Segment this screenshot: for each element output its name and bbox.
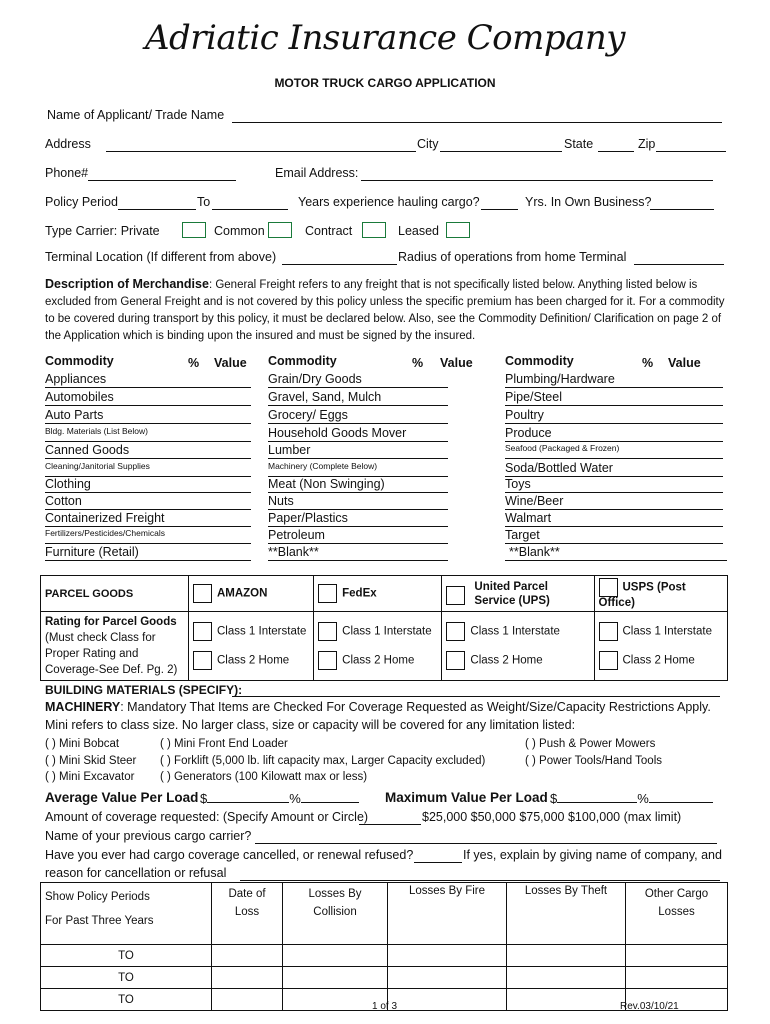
machinery-line	[45, 700, 711, 714]
loss-cell[interactable]	[388, 967, 507, 989]
loss-header-collision: Losses By Collision	[283, 883, 388, 945]
loss-header-period-b: For Past Three Years	[45, 915, 154, 927]
fedex-class-cell	[314, 612, 442, 681]
building-field[interactable]	[232, 696, 720, 697]
commodity-item[interactable]: Bldg. Materials (List Below)	[45, 426, 251, 442]
value-header-2: Value	[440, 356, 473, 370]
description-text: : General Freight refers to any freight that is not specifically listed below. Anything listed below is excluded from General Freight and is not covered by this policy unless the specific premium has been charged for it. For a commodity to be covered during transport by this policy, it must be declared below. Also, see the Commodity Definition/ Clarification on page 2 of the Application which is binding upon the insured and must be signed by the insured.	[45, 279, 725, 342]
carrier-usps	[594, 576, 728, 612]
pct-header-3: %	[642, 356, 654, 370]
ups-class2-checkbox[interactable]	[446, 651, 465, 670]
ups-class1-label: Class 1 Interstate	[470, 625, 560, 638]
fedex-class1-label: Class 1 Interstate	[342, 625, 432, 638]
machinery-text2: Mini refers to class size. No larger class, size or capacity will be covered for any limitation listed:	[45, 718, 576, 732]
phone-label: Phone#	[45, 166, 89, 180]
commodity-item[interactable]: Cotton	[45, 494, 251, 510]
common-checkbox[interactable]	[268, 222, 292, 238]
commodity-header-1: Commodity	[45, 354, 114, 368]
loss-cell[interactable]	[626, 945, 728, 967]
loss-cell[interactable]	[212, 945, 283, 967]
max-value-label: Maximum Value Per Load	[385, 790, 548, 805]
loss-cell[interactable]	[507, 989, 626, 1011]
cancelled-field[interactable]	[414, 862, 462, 863]
coverage-label: Amount of coverage requested: (Specify Amount or Circle)	[45, 810, 369, 824]
machinery-text: : Mandatory That Items are Checked For Coverage Requested as Weight/Size/Capacity Restrictions Apply.	[120, 700, 711, 714]
commodity-item[interactable]: Lumber	[268, 443, 448, 459]
loss-header-period-a: Show Policy Periods	[45, 891, 150, 903]
rating-note: (Must check Class for Proper Rating and Coverage-See Def. Pg. 2)	[45, 632, 178, 676]
commodity-item[interactable]: Petroleum	[268, 528, 448, 544]
commodity-item[interactable]: Meat (Non Swinging)	[268, 477, 448, 493]
cancelled-label-2: If yes, explain by giving name of company, and	[463, 848, 722, 862]
avg-value-label: Average Value Per Load	[45, 790, 199, 805]
loss-header-other: Other Cargo Losses	[626, 883, 728, 945]
commodity-item[interactable]: Toys	[505, 477, 723, 493]
usps-checkbox[interactable]	[599, 578, 618, 597]
commodity-item[interactable]: Nuts	[268, 494, 448, 510]
machinery-label: MACHINERY	[45, 700, 121, 714]
company-logo: Adriatic Insurance Company	[144, 18, 626, 58]
revision: Rev.03/10/21	[620, 1001, 679, 1012]
loss-cell[interactable]	[283, 945, 388, 967]
state-label: State	[564, 137, 594, 151]
commodity-item[interactable]: Wine/Beer	[505, 494, 723, 510]
commodity-item[interactable]: Soda/Bottled Water	[505, 461, 723, 477]
city-field[interactable]	[440, 151, 562, 152]
fedex-class2-label: Class 2 Home	[342, 654, 415, 667]
usps-class2-checkbox[interactable]	[599, 651, 618, 670]
commodity-item[interactable]: Appliances	[45, 372, 251, 388]
amazon-label: AMAZON	[216, 587, 268, 600]
amazon-class2-checkbox[interactable]	[193, 651, 212, 670]
ups-class-cell	[442, 612, 594, 681]
state-field[interactable]	[598, 151, 634, 152]
reason-field[interactable]	[240, 880, 720, 881]
type-carrier-label: Type Carrier: Private	[45, 224, 160, 238]
carrier-fedex	[314, 576, 442, 612]
push-mowers-option[interactable]: ( ) Push & Power Mowers	[525, 738, 656, 750]
loss-table	[40, 882, 728, 1011]
commodity-item[interactable]: Produce	[505, 426, 723, 442]
mini-excavator-option[interactable]: ( ) Mini Excavator	[45, 771, 135, 783]
loss-cell[interactable]	[507, 967, 626, 989]
zip-label: Zip	[638, 137, 656, 151]
pct-header-2: %	[412, 356, 424, 370]
cancelled-label: Have you ever had cargo coverage cancelled, or renewal refused?	[45, 848, 414, 862]
loss-header-period	[41, 883, 212, 945]
loss-header-theft: Losses By Theft	[507, 883, 626, 945]
commodity-item[interactable]: Clothing	[45, 477, 251, 493]
loss-cell[interactable]	[212, 989, 283, 1011]
building-label: BUILDING MATERIALS (SPECIFY):	[45, 683, 243, 697]
value-header-1: Value	[214, 356, 247, 370]
loss-row-to[interactable]: TO	[41, 967, 212, 989]
fedex-label: FedEx	[342, 587, 377, 600]
amazon-class1-checkbox[interactable]	[193, 622, 212, 641]
commodity-item[interactable]: Fertilizers/Pesticides/Chemicals	[45, 528, 251, 544]
commodity-item[interactable]: Auto Parts	[45, 408, 251, 424]
loss-cell[interactable]	[388, 989, 507, 1011]
commodity-item[interactable]: Grocery/ Eggs	[268, 408, 448, 424]
loss-cell[interactable]	[388, 945, 507, 967]
ups-label: United Parcel Service (UPS)	[474, 580, 550, 607]
rating-label: Rating for Parcel Goods	[45, 616, 177, 628]
commodity-header-2: Commodity	[268, 354, 337, 368]
commodity-item[interactable]: Machinery (Complete Below)	[268, 461, 448, 477]
zip-field[interactable]	[656, 151, 726, 152]
commodity-item[interactable]: Pipe/Steel	[505, 390, 723, 406]
forklift-option[interactable]: ( ) Forklift (5,000 lb. lift capacity max, Larger Capacity excluded)	[160, 755, 486, 767]
common-label: Common	[214, 224, 265, 238]
mini-skid-steer-option[interactable]: ( ) Mini Skid Steer	[45, 755, 137, 767]
commodity-header-3: Commodity	[505, 354, 574, 368]
yrs-own-field[interactable]	[650, 209, 714, 210]
loss-row-to[interactable]: TO	[41, 945, 212, 967]
commodity-item[interactable]: Gravel, Sand, Mulch	[268, 390, 448, 406]
loss-cell[interactable]	[283, 967, 388, 989]
mini-bobcat-option[interactable]: ( ) Mini Bobcat	[45, 738, 120, 750]
commodity-item[interactable]: Automobiles	[45, 390, 251, 406]
phone-field[interactable]	[88, 180, 236, 181]
name-field[interactable]	[232, 122, 722, 123]
loss-header-fire: Losses By Fire	[388, 883, 507, 945]
name-label: Name of Applicant/ Trade Name	[47, 108, 225, 122]
loss-row	[41, 967, 728, 989]
city-label: City	[417, 137, 439, 151]
commodity-item[interactable]: Cleaning/Janitorial Supplies	[45, 461, 251, 477]
contract-checkbox[interactable]	[362, 222, 386, 238]
commodity-item[interactable]: Canned Goods	[45, 443, 251, 459]
years-exp-field[interactable]	[481, 209, 518, 210]
usps-class1-label: Class 1 Interstate	[622, 625, 712, 638]
mini-front-loader-option[interactable]: ( ) Mini Front End Loader	[160, 738, 288, 750]
fedex-class1-checkbox[interactable]	[318, 622, 337, 641]
fedex-class2-checkbox[interactable]	[318, 651, 337, 670]
parcel-rating-cell	[41, 612, 189, 681]
amazon-class1-label: Class 1 Interstate	[216, 625, 307, 638]
coverage-field[interactable]	[359, 824, 421, 825]
prev-carrier-field[interactable]	[255, 843, 717, 844]
form-title: MOTOR TRUCK CARGO APPLICATION	[274, 76, 496, 90]
description-paragraph	[45, 276, 725, 345]
ups-class2-label: Class 2 Home	[470, 654, 543, 667]
carrier-amazon	[188, 576, 313, 612]
policy-to-label: To	[197, 195, 211, 209]
email-label: Email Address:	[275, 166, 359, 180]
leased-label: Leased	[398, 224, 440, 238]
commodity-item[interactable]: **Blank**	[505, 545, 727, 561]
radius-field[interactable]	[634, 264, 724, 265]
usps-class-cell	[594, 612, 728, 681]
address-label: Address	[45, 137, 91, 151]
leased-checkbox[interactable]	[446, 222, 470, 238]
ups-class1-checkbox[interactable]	[446, 622, 465, 641]
loss-cell[interactable]	[507, 945, 626, 967]
commodity-item[interactable]: Plumbing/Hardware	[505, 372, 723, 388]
commodity-item[interactable]: Paper/Plastics	[268, 511, 448, 527]
ups-checkbox[interactable]	[446, 586, 465, 605]
commodity-item[interactable]: Household Goods Mover	[268, 426, 448, 442]
loss-row	[41, 945, 728, 967]
commodity-item[interactable]: Seafood (Packaged & Frozen)	[505, 443, 723, 459]
policy-to-field[interactable]	[212, 209, 288, 210]
avg-value-field[interactable]: $ %	[200, 791, 359, 806]
amazon-checkbox[interactable]	[193, 584, 212, 603]
loss-header-date: Date of Loss	[212, 883, 283, 945]
coverage-amounts[interactable]: $25,000 $50,000 $75,000 $100,000 (max limit)	[422, 810, 682, 824]
commodity-item[interactable]: Walmart	[505, 511, 723, 527]
loss-row-to[interactable]: TO	[41, 989, 212, 1011]
radius-label: Radius of operations from home Terminal	[398, 250, 627, 264]
carrier-ups	[442, 576, 594, 612]
parcel-table	[40, 575, 728, 681]
usps-class2-label: Class 2 Home	[622, 654, 695, 667]
contract-label: Contract	[305, 224, 353, 238]
private-checkbox[interactable]	[182, 222, 206, 238]
policy-from-field[interactable]	[118, 209, 196, 210]
commodity-item[interactable]: Target	[505, 528, 723, 544]
fedex-checkbox[interactable]	[318, 584, 337, 603]
power-tools-option[interactable]: ( ) Power Tools/Hand Tools	[525, 755, 663, 767]
page-number: 1 of 3	[372, 1001, 398, 1012]
commodity-item[interactable]: Grain/Dry Goods	[268, 372, 448, 388]
years-exp-label: Years experience hauling cargo?	[298, 195, 480, 209]
commodity-item[interactable]: Containerized Freight	[45, 511, 251, 527]
email-field[interactable]	[361, 180, 713, 181]
commodity-item[interactable]: **Blank**	[268, 545, 448, 561]
usps-label: USPS (Post Office)	[598, 581, 686, 609]
policy-period-label: Policy Period	[45, 195, 118, 209]
parcel-header: PARCEL GOODS	[41, 576, 189, 612]
description-label: Description of Merchandise	[45, 277, 209, 291]
max-value-field[interactable]: $ %	[550, 791, 713, 806]
yrs-own-label: Yrs. In Own Business?	[525, 195, 652, 209]
prev-carrier-label: Name of your previous cargo carrier?	[45, 829, 252, 843]
usps-class1-checkbox[interactable]	[599, 622, 618, 641]
reason-label: reason for cancellation or refusal	[45, 866, 227, 880]
value-header-3: Value	[668, 356, 701, 370]
commodity-item[interactable]: Poultry	[505, 408, 723, 424]
address-field[interactable]	[106, 151, 416, 152]
loss-cell[interactable]	[212, 967, 283, 989]
loss-cell[interactable]	[626, 967, 728, 989]
amazon-class-cell	[188, 612, 313, 681]
terminal-field[interactable]	[282, 264, 397, 265]
terminal-label: Terminal Location (If different from above)	[45, 250, 277, 264]
amazon-class2-label: Class 2 Home	[216, 654, 290, 667]
generators-option[interactable]: ( ) Generators (100 Kilowatt max or less)	[160, 771, 368, 783]
commodity-item[interactable]: Furniture (Retail)	[45, 545, 251, 561]
pct-header-1: %	[188, 356, 200, 370]
